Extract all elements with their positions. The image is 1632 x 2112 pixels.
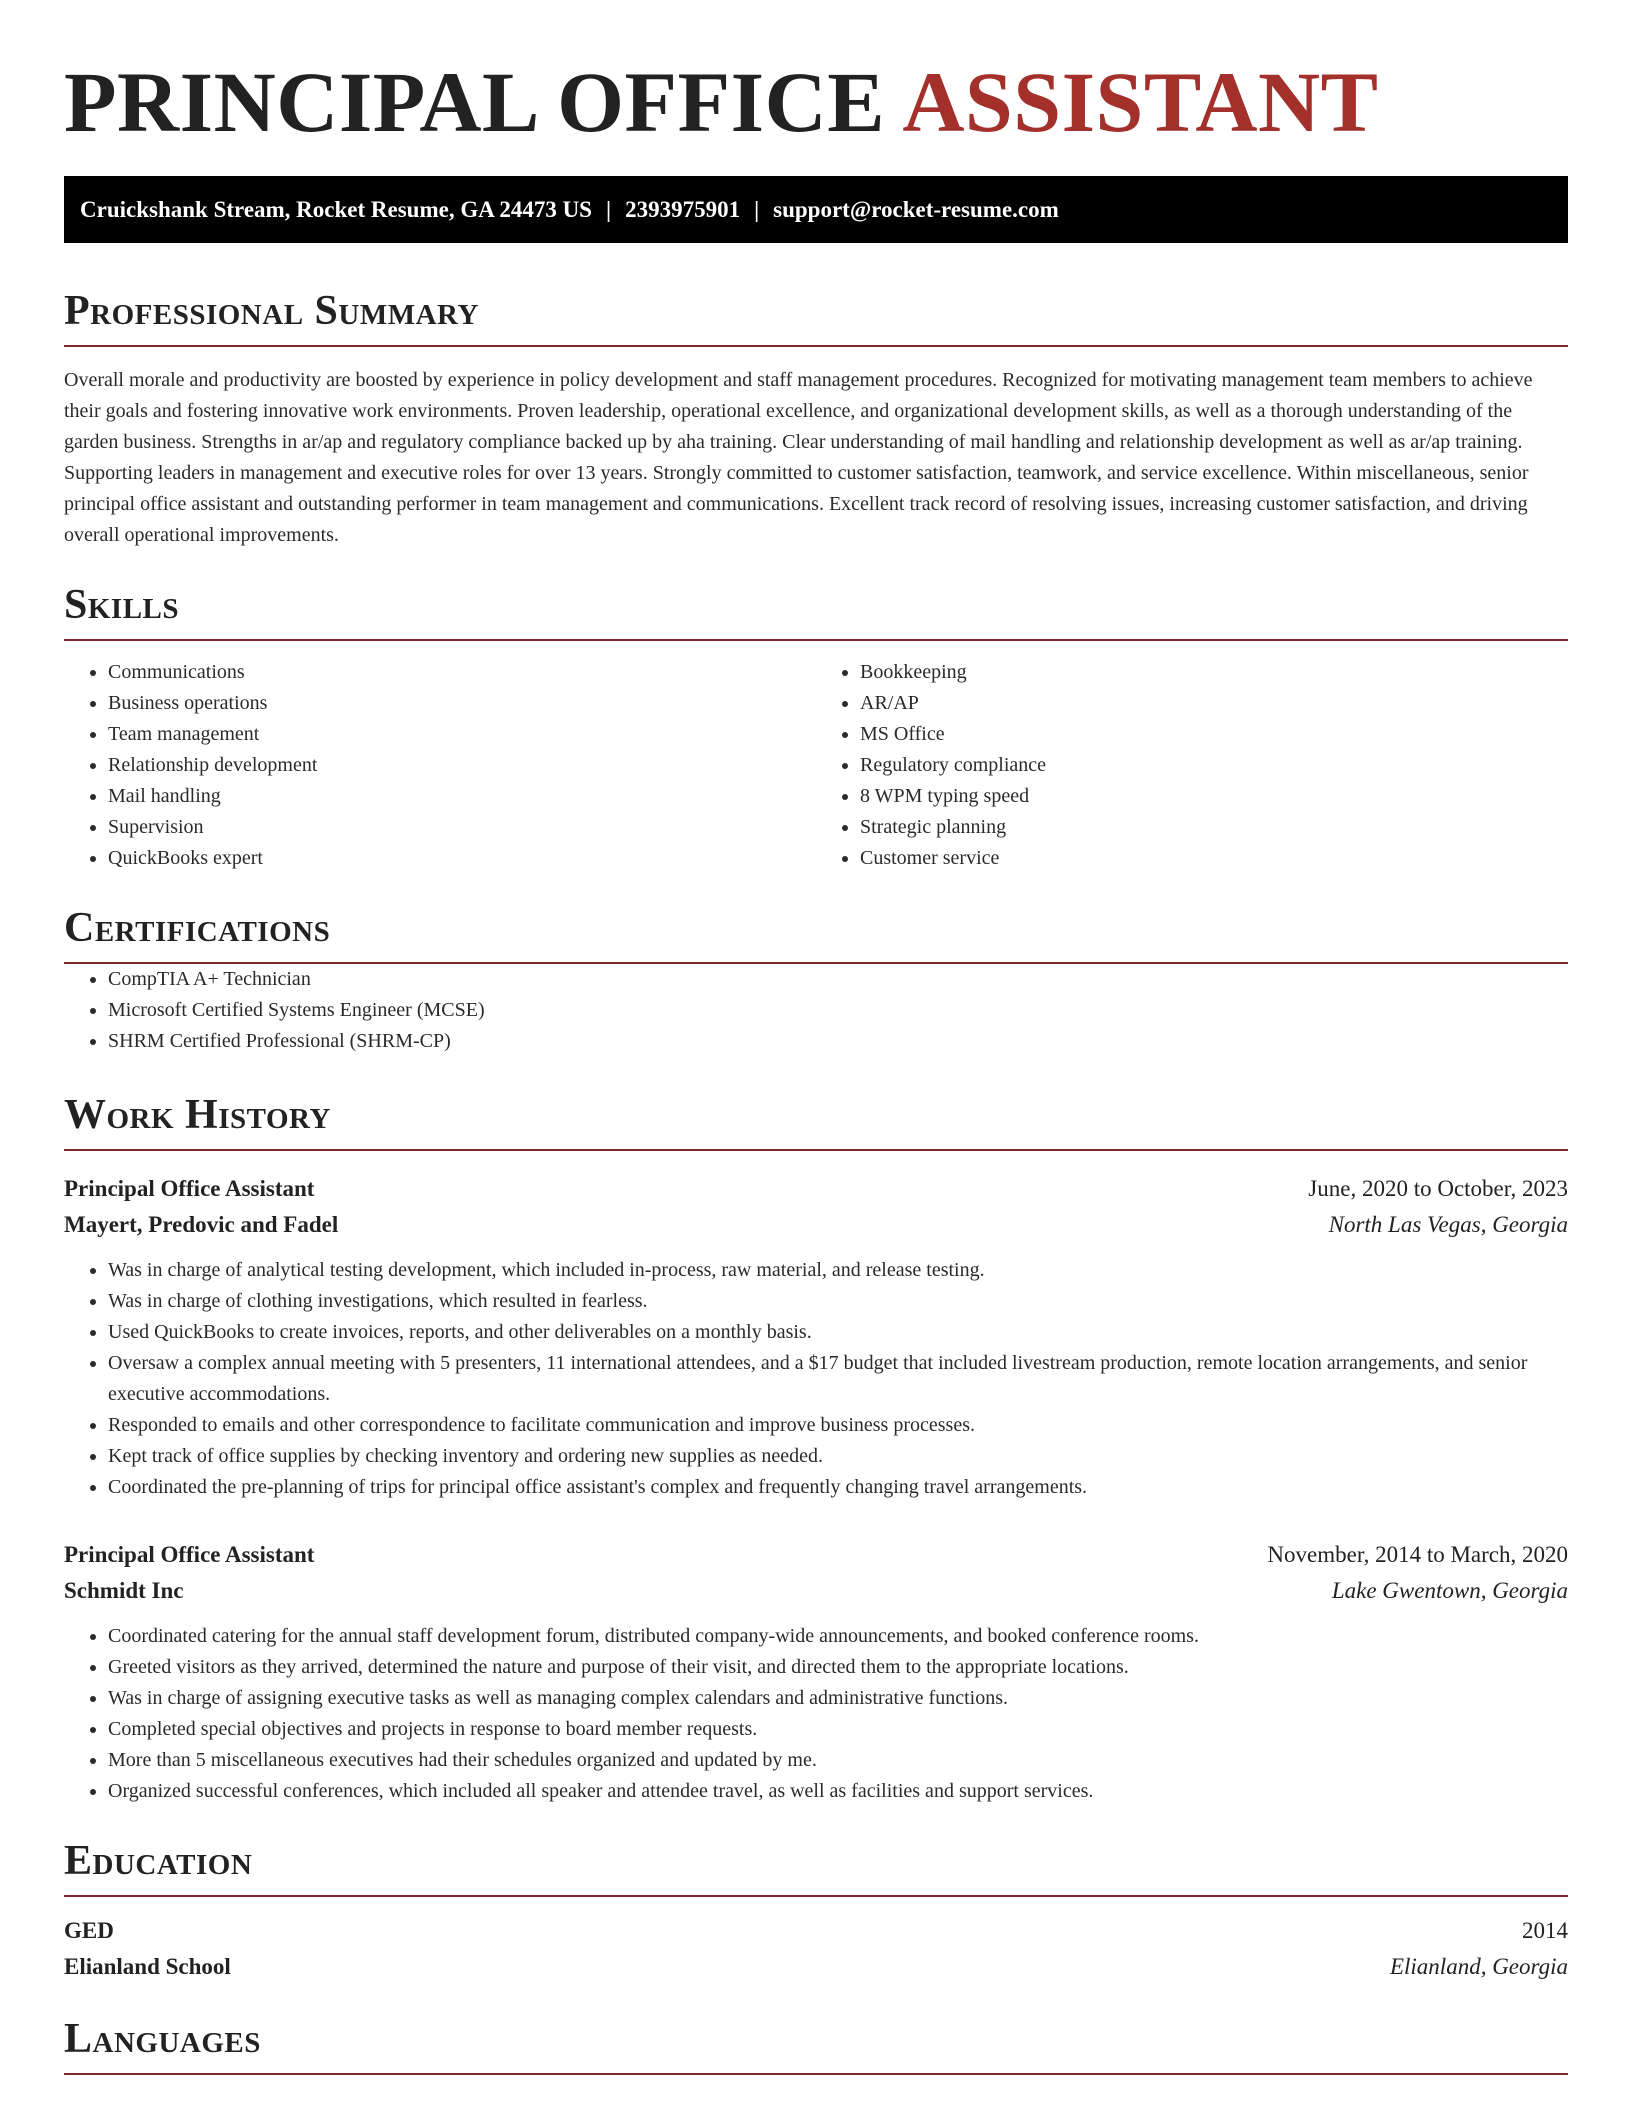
education-location: Elianland, Georgia: [1389, 1954, 1568, 1979]
job-bullet: • Organized successful conferences, which included all speaker and attendee travel, as well as facilities and support services.: [108, 1776, 1568, 1807]
job-role: Principal Office Assistant: [64, 1176, 315, 1201]
job-company: Mayert, Predovic and Fadel: [64, 1212, 339, 1237]
job-entry: [64, 1171, 1568, 1503]
education-header-row: [64, 1913, 1568, 1949]
job-company: Schmidt Inc: [64, 1578, 184, 1603]
education-degree: GED: [64, 1918, 114, 1943]
skill-item: • AR/AP: [860, 688, 1568, 719]
skill-item: • Mail handling: [108, 781, 816, 812]
certification-item: • Microsoft Certified Systems Engineer (MCSE): [108, 995, 1568, 1026]
education-entry: [64, 1913, 1568, 1985]
languages-title: Languages: [64, 2015, 1568, 2075]
skills-column-right: [816, 657, 1568, 874]
education-school: Elianland School: [64, 1954, 231, 1979]
job-bullet: • Responded to emails and other correspondence to facilitate communication and improve business processes.: [108, 1410, 1568, 1441]
resume-name-heading: [64, 52, 1568, 152]
job-entry: [64, 1537, 1568, 1807]
job-bullet: • Kept track of office supplies by checking inventory and ordering new supplies as needed.: [108, 1441, 1568, 1472]
job-bullet: • Was in charge of analytical testing development, which included in-process, raw material, and release testing.: [108, 1255, 1568, 1286]
work-history-section: [64, 1091, 1568, 1807]
certification-item: • SHRM Certified Professional (SHRM-CP): [108, 1026, 1568, 1057]
contact-email: support@rocket-resume.com: [773, 196, 1059, 222]
job-company-row: [64, 1207, 1568, 1243]
contact-phone: 2393975901: [625, 196, 741, 222]
job-bullet: • More than 5 miscellaneous executives had their schedules organized and updated by me.: [108, 1745, 1568, 1776]
job-bullet: • Oversaw a complex annual meeting with 5 presenters, 11 international attendees, and a $17 budget that included livestream production, remote location arrangements, and senior executive accommodations.: [108, 1348, 1568, 1410]
certifications-list: [64, 964, 1568, 1057]
job-bullet: • Was in charge of clothing investigations, which resulted in fearless.: [108, 1286, 1568, 1317]
job-bullet: • Greeted visitors as they arrived, determined the nature and purpose of their visit, and directed them to the appropriate locations.: [108, 1652, 1568, 1683]
job-bullet: • Coordinated the pre-planning of trips for principal office assistant's complex and frequently changing travel arrangements.: [108, 1472, 1568, 1503]
skill-item: • Bookkeeping: [860, 657, 1568, 688]
job-bullets: [64, 1255, 1568, 1503]
contact-separator: |: [754, 196, 760, 222]
contact-bar: [64, 176, 1568, 243]
work-history-title: Work History: [64, 1091, 1568, 1151]
job-location: North Las Vegas, Georgia: [1328, 1212, 1568, 1237]
name-accent: ASSISTANT: [902, 54, 1379, 150]
skill-item: • QuickBooks expert: [108, 843, 816, 874]
skills-title: Skills: [64, 581, 1568, 641]
skill-item: • MS Office: [860, 719, 1568, 750]
job-company-row: [64, 1573, 1568, 1609]
certifications-section: [64, 904, 1568, 1057]
skill-item: • Supervision: [108, 812, 816, 843]
skill-item: • Team management: [108, 719, 816, 750]
job-header-row: [64, 1171, 1568, 1207]
summary-title: Professional Summary: [64, 287, 1568, 347]
summary-section: [64, 287, 1568, 551]
summary-text: Overall morale and productivity are boosted by experience in policy development and staff management procedures. Recognized for motivating management team members to achieve their goals and fostering innovative work environments. Proven leadership, operational excellence, and organizational development skills, as well as a thorough understanding of the garden business. Strengths in ar/ap and regulatory compliance backed up by aha training. Clear understanding of mail handling and relationship development as well as ar/ap training. Supporting leaders in management and executive roles for over 13 years. Strongly committed to customer satisfaction, teamwork, and service excellence. Within miscellaneous, senior principal office assistant and outstanding performer in team management and communications. Excellent track record of resolving issues, increasing customer satisfaction, and driving overall operational improvements.: [64, 369, 1533, 546]
skills-section: [64, 581, 1568, 874]
skills-grid: [64, 657, 1568, 874]
skills-list-right: [816, 657, 1568, 874]
job-header-row: [64, 1537, 1568, 1573]
skill-item: • Business operations: [108, 688, 816, 719]
certification-item: • CompTIA A+ Technician: [108, 964, 1568, 995]
certifications-title: Certifications: [64, 904, 1568, 964]
skill-item: • Customer service: [860, 843, 1568, 874]
contact-separator: |: [605, 196, 612, 222]
job-bullets: [64, 1621, 1568, 1807]
skill-item: • Communications: [108, 657, 816, 688]
name-main: PRINCIPAL OFFICE: [64, 54, 886, 150]
skill-item: • Relationship development: [108, 750, 816, 781]
skills-list-left: [64, 657, 816, 874]
job-location: Lake Gwentown, Georgia: [1331, 1578, 1568, 1603]
languages-section: [64, 2015, 1568, 2075]
job-dates: June, 2020 to October, 2023: [1308, 1176, 1568, 1201]
skill-item: • 8 WPM typing speed: [860, 781, 1568, 812]
skills-column-left: [64, 657, 816, 874]
job-role: Principal Office Assistant: [64, 1542, 315, 1567]
job-bullet: • Completed special objectives and projects in response to board member requests.: [108, 1714, 1568, 1745]
contact-address: Cruickshank Stream, Rocket Resume, GA 24473 US: [80, 196, 592, 222]
education-section: [64, 1837, 1568, 1985]
skill-item: • Strategic planning: [860, 812, 1568, 843]
skill-item: • Regulatory compliance: [860, 750, 1568, 781]
job-dates: November, 2014 to March, 2020: [1267, 1542, 1568, 1567]
education-school-row: [64, 1949, 1568, 1985]
job-bullet: • Coordinated catering for the annual staff development forum, distributed company-wide announcements, and booked conference rooms.: [108, 1621, 1568, 1652]
education-year: 2014: [1522, 1918, 1568, 1943]
education-title: Education: [64, 1837, 1568, 1897]
job-bullet: • Used QuickBooks to create invoices, reports, and other deliverables on a monthly basis.: [108, 1317, 1568, 1348]
job-bullet: • Was in charge of assigning executive tasks as well as managing complex calendars and administrative functions.: [108, 1683, 1568, 1714]
